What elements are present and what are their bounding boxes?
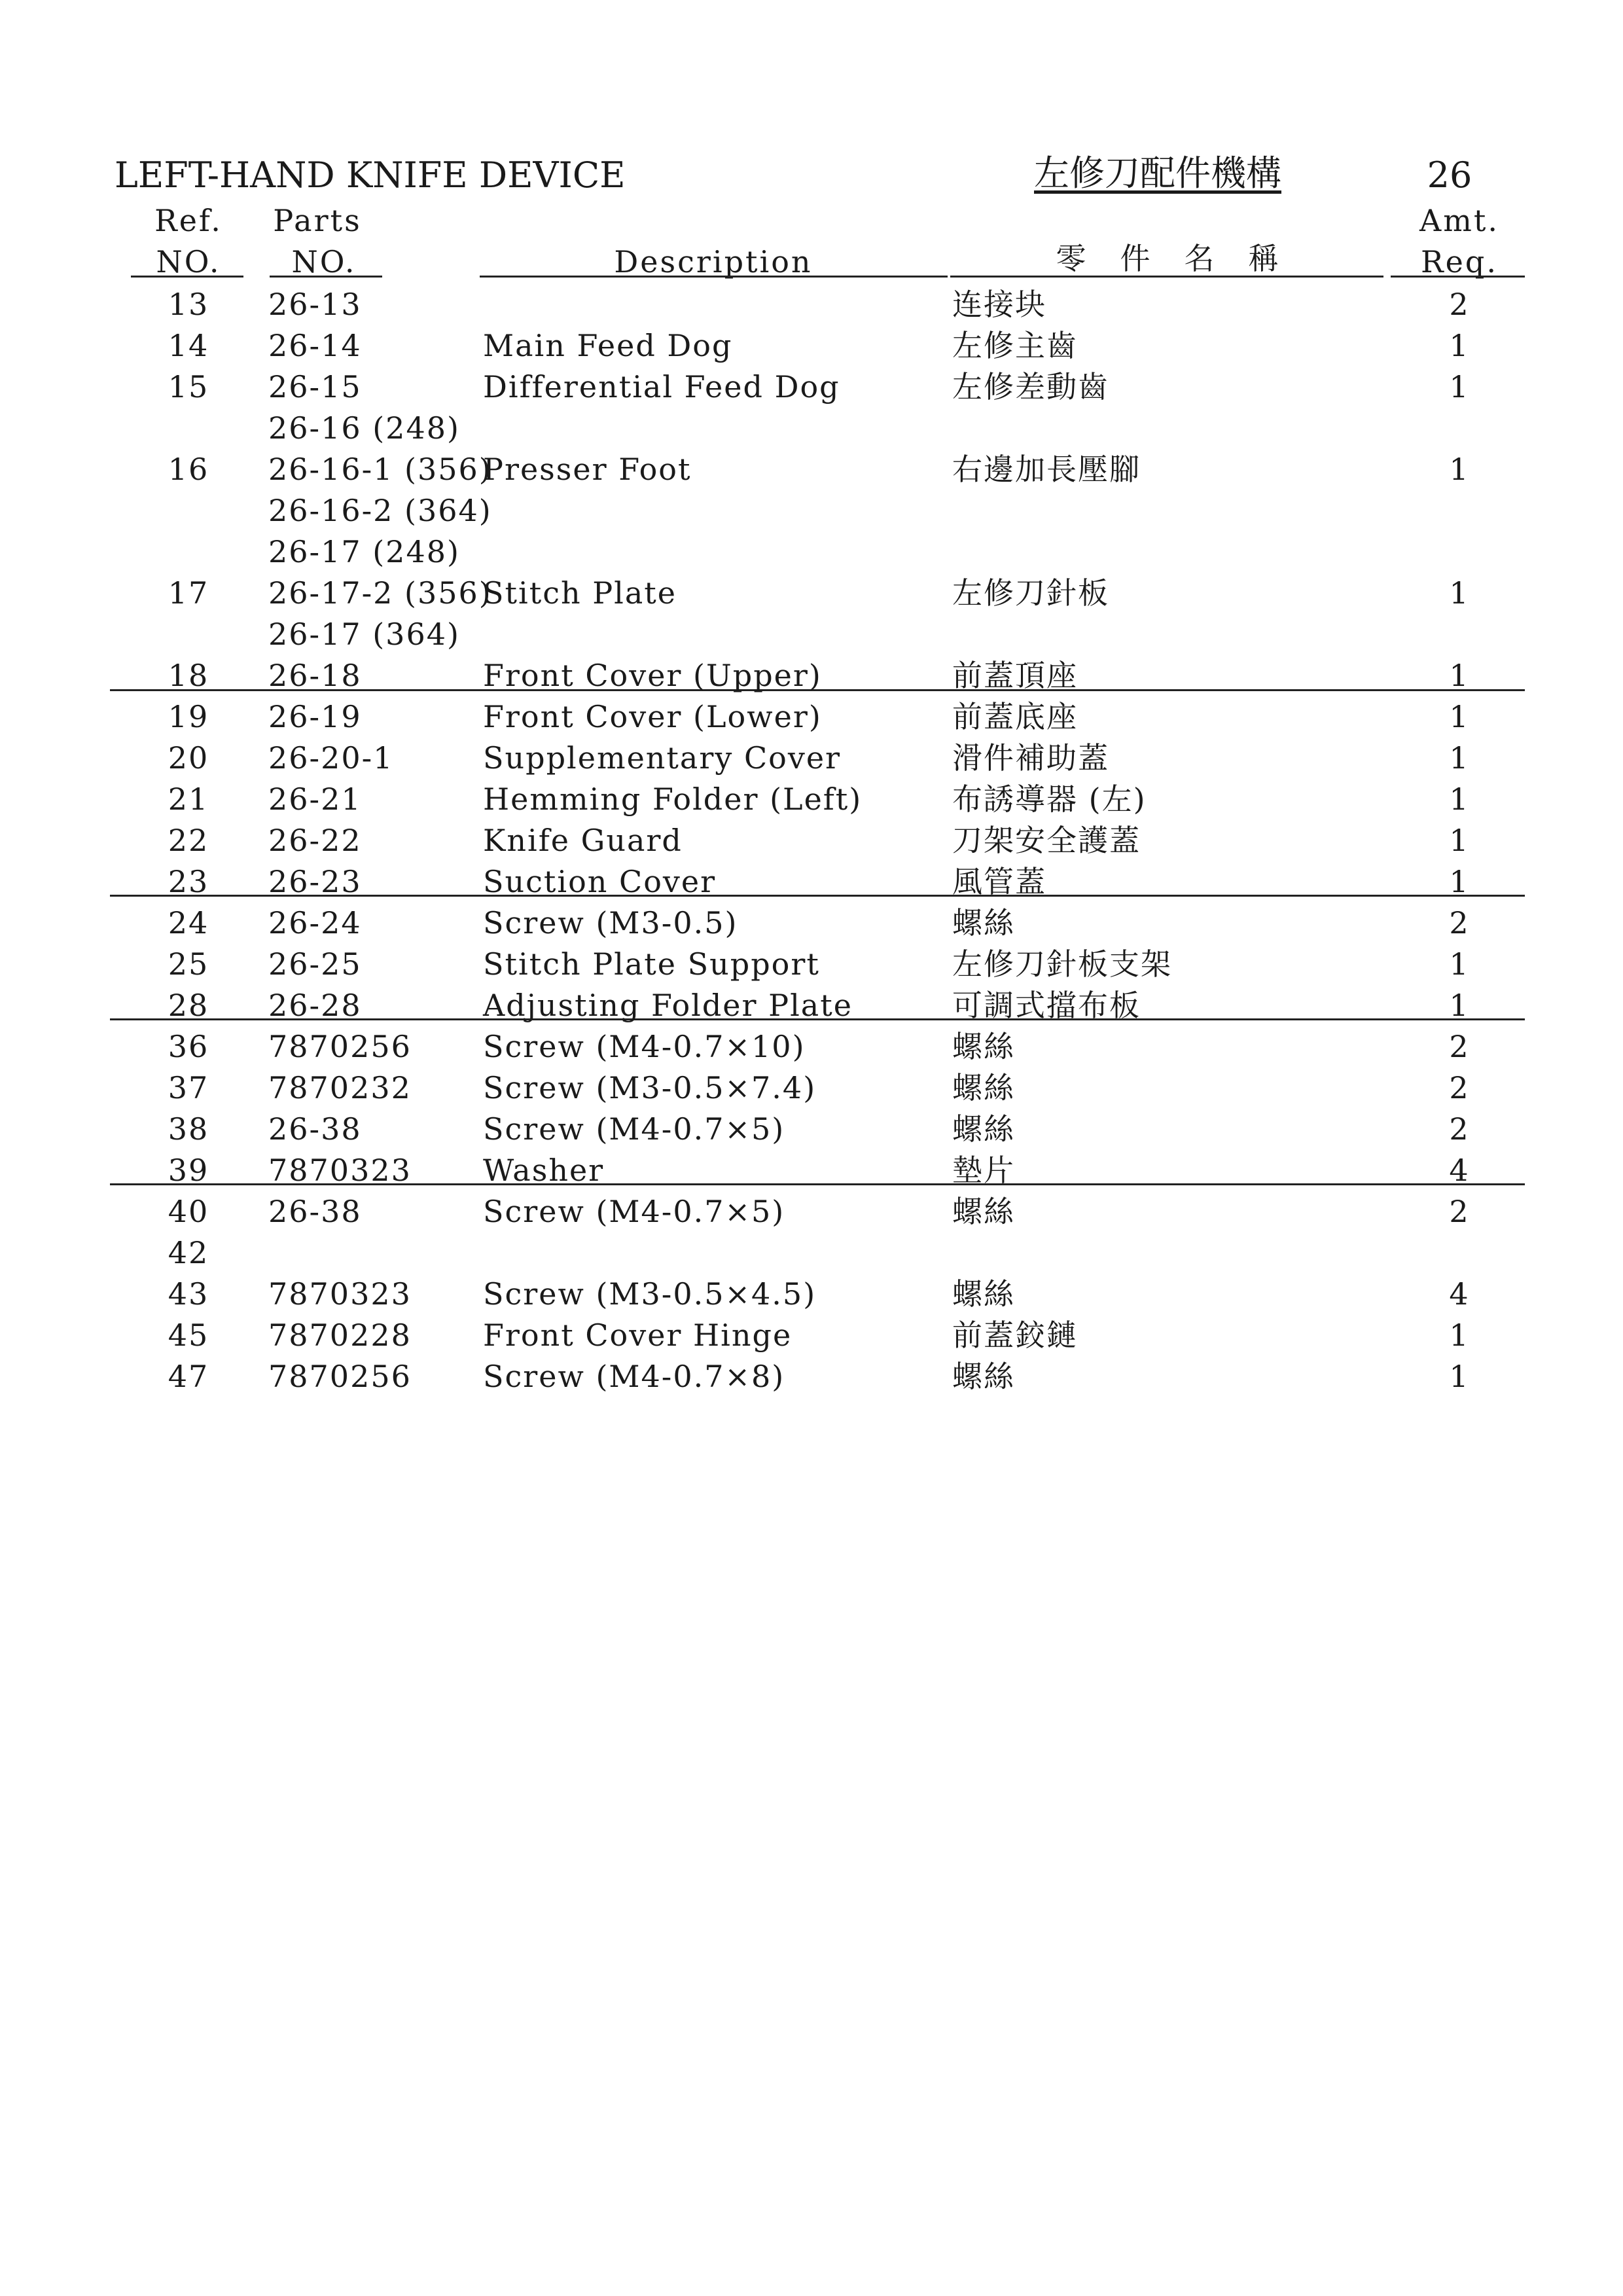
cell-ref-no: 28 bbox=[168, 988, 209, 1023]
cell-description: Presser Foot bbox=[483, 452, 692, 487]
cell-parts-no: 7870256 bbox=[268, 1359, 412, 1394]
cell-parts-no: 26-25 bbox=[268, 946, 362, 982]
cell-amount: 2 bbox=[1449, 1029, 1470, 1064]
cell-name-zh: 左修差動齒 bbox=[952, 369, 1109, 404]
cell-description: Stitch Plate bbox=[483, 575, 677, 611]
cell-ref-no: 21 bbox=[168, 781, 209, 817]
cell-ref-no: 17 bbox=[168, 575, 209, 611]
column-header-amt-bottom: Req. bbox=[1421, 244, 1498, 279]
cell-ref-no: 45 bbox=[168, 1318, 209, 1353]
cell-ref-no: 42 bbox=[168, 1235, 209, 1270]
cell-description: Hemming Folder (Left) bbox=[483, 781, 863, 817]
column-header-description: Description bbox=[614, 244, 813, 279]
header-underline-parts bbox=[270, 276, 382, 278]
cell-parts-no: 26-38 bbox=[268, 1111, 362, 1147]
cell-amount: 1 bbox=[1449, 1318, 1470, 1353]
cell-name-zh: 可調式擋布板 bbox=[952, 988, 1141, 1023]
cell-description: Suction Cover bbox=[483, 864, 717, 899]
cell-amount: 1 bbox=[1449, 1359, 1470, 1394]
cell-name-zh: 右邊加長壓腳 bbox=[952, 452, 1141, 487]
cell-description: Screw (M4-0.7×5) bbox=[483, 1111, 785, 1147]
cell-name-zh: 螺絲 bbox=[952, 1070, 1015, 1105]
cell-ref-no: 47 bbox=[168, 1359, 209, 1394]
cell-name-zh: 左修刀針板 bbox=[952, 575, 1109, 611]
cell-parts-no: 26-20-1 bbox=[268, 740, 394, 776]
cell-name-zh: 螺絲 bbox=[952, 1029, 1015, 1064]
cell-description: Screw (M3-0.5) bbox=[483, 905, 738, 941]
cell-parts-no: 26-16-2 (364) bbox=[268, 493, 492, 528]
cell-ref-no: 25 bbox=[168, 946, 209, 982]
cell-parts-no: 26-28 bbox=[268, 988, 362, 1023]
header-underline-ref bbox=[131, 276, 243, 278]
header-underline-description bbox=[480, 276, 948, 278]
cell-name-zh: 刀架安全護蓋 bbox=[952, 823, 1141, 858]
cell-amount: 1 bbox=[1449, 452, 1470, 487]
cell-description: Washer bbox=[483, 1153, 605, 1188]
cell-name-zh: 螺絲 bbox=[952, 1276, 1015, 1312]
cell-name-zh: 螺絲 bbox=[952, 1359, 1015, 1394]
cell-amount: 1 bbox=[1449, 781, 1470, 817]
cell-description: Front Cover (Upper) bbox=[483, 658, 822, 693]
cell-name-zh: 螺絲 bbox=[952, 905, 1015, 941]
cell-ref-no: 24 bbox=[168, 905, 209, 941]
cell-amount: 1 bbox=[1449, 864, 1470, 899]
cell-amount: 2 bbox=[1449, 1194, 1470, 1229]
cell-name-zh: 前蓋頂座 bbox=[952, 658, 1078, 693]
cell-ref-no: 36 bbox=[168, 1029, 209, 1064]
cell-amount: 1 bbox=[1449, 369, 1470, 404]
cell-description: Front Cover (Lower) bbox=[483, 699, 822, 734]
cell-amount: 4 bbox=[1449, 1153, 1470, 1188]
cell-ref-no: 15 bbox=[168, 369, 209, 404]
cell-amount: 1 bbox=[1449, 740, 1470, 776]
cell-ref-no: 13 bbox=[168, 287, 209, 322]
cell-ref-no: 14 bbox=[168, 328, 209, 363]
cell-ref-no: 37 bbox=[168, 1070, 209, 1105]
cell-parts-no: 26-16 (248) bbox=[268, 410, 460, 446]
cell-ref-no: 18 bbox=[168, 658, 209, 693]
cell-description: Adjusting Folder Plate bbox=[483, 988, 853, 1023]
cell-parts-no: 26-17 (364) bbox=[268, 617, 460, 652]
cell-name-zh: 连接块 bbox=[952, 287, 1046, 322]
cell-ref-no: 43 bbox=[168, 1276, 209, 1312]
cell-amount: 1 bbox=[1449, 823, 1470, 858]
cell-parts-no: 26-13 bbox=[268, 287, 362, 322]
page-title-chinese: 左修刀配件機構 bbox=[1034, 152, 1281, 194]
cell-amount: 1 bbox=[1449, 328, 1470, 363]
column-header-parts-top: Parts bbox=[273, 203, 362, 238]
column-header-name-zh: 零 件 名 稱 bbox=[1056, 241, 1281, 276]
cell-description: Knife Guard bbox=[483, 823, 683, 858]
cell-description: Screw (M3-0.5×7.4) bbox=[483, 1070, 817, 1105]
cell-ref-no: 40 bbox=[168, 1194, 209, 1229]
cell-ref-no: 19 bbox=[168, 699, 209, 734]
cell-name-zh: 風管蓋 bbox=[952, 864, 1046, 899]
cell-parts-no: 26-17-2 (356) bbox=[268, 575, 492, 611]
cell-name-zh: 左修刀針板支架 bbox=[952, 946, 1172, 982]
cell-description: Differential Feed Dog bbox=[483, 369, 840, 404]
column-header-amt-top: Amt. bbox=[1419, 203, 1499, 238]
cell-amount: 2 bbox=[1449, 905, 1470, 941]
cell-ref-no: 38 bbox=[168, 1111, 209, 1147]
cell-description: Stitch Plate Support bbox=[483, 946, 820, 982]
cell-name-zh: 滑件補助蓋 bbox=[952, 740, 1109, 776]
cell-parts-no: 26-19 bbox=[268, 699, 362, 734]
cell-amount: 2 bbox=[1449, 1111, 1470, 1147]
cell-amount: 2 bbox=[1449, 287, 1470, 322]
cell-parts-no: 7870256 bbox=[268, 1029, 412, 1064]
cell-parts-no: 26-14 bbox=[268, 328, 362, 363]
cell-parts-no: 26-23 bbox=[268, 864, 362, 899]
cell-name-zh: 螺絲 bbox=[952, 1111, 1015, 1147]
cell-name-zh: 布誘導器 (左) bbox=[952, 781, 1147, 817]
cell-parts-no: 26-16-1 (356) bbox=[268, 452, 492, 487]
cell-description: Screw (M4-0.7×8) bbox=[483, 1359, 785, 1394]
cell-description: Main Feed Dog bbox=[483, 328, 733, 363]
cell-parts-no: 26-18 bbox=[268, 658, 362, 693]
cell-amount: 1 bbox=[1449, 946, 1470, 982]
page-number: 26 bbox=[1427, 154, 1472, 196]
cell-name-zh: 前蓋底座 bbox=[952, 699, 1078, 734]
cell-ref-no: 22 bbox=[168, 823, 209, 858]
cell-description: Screw (M4-0.7×10) bbox=[483, 1029, 806, 1064]
cell-amount: 1 bbox=[1449, 658, 1470, 693]
cell-parts-no: 26-22 bbox=[268, 823, 362, 858]
cell-amount: 1 bbox=[1449, 575, 1470, 611]
cell-ref-no: 16 bbox=[168, 452, 209, 487]
cell-amount: 1 bbox=[1449, 699, 1470, 734]
cell-amount: 1 bbox=[1449, 988, 1470, 1023]
cell-parts-no: 26-24 bbox=[268, 905, 362, 941]
header-underline-name-zh bbox=[950, 276, 1383, 278]
cell-parts-no: 7870323 bbox=[268, 1153, 412, 1188]
cell-description: Front Cover Hinge bbox=[483, 1318, 793, 1353]
cell-parts-no: 7870232 bbox=[268, 1070, 412, 1105]
cell-parts-no: 26-15 bbox=[268, 369, 362, 404]
cell-parts-no: 26-21 bbox=[268, 781, 362, 817]
header-underline-amt bbox=[1391, 276, 1525, 278]
cell-amount: 2 bbox=[1449, 1070, 1470, 1105]
cell-description: Screw (M4-0.7×5) bbox=[483, 1194, 785, 1229]
cell-description: Screw (M3-0.5×4.5) bbox=[483, 1276, 817, 1312]
column-header-ref-bottom: NO. bbox=[156, 244, 221, 279]
cell-parts-no: 26-38 bbox=[268, 1194, 362, 1229]
column-header-parts-bottom: NO. bbox=[291, 244, 357, 279]
cell-parts-no: 7870228 bbox=[268, 1318, 412, 1353]
cell-name-zh: 前蓋鉸鏈 bbox=[952, 1318, 1078, 1353]
cell-name-zh: 墊片 bbox=[952, 1153, 1015, 1188]
cell-name-zh: 螺絲 bbox=[952, 1194, 1015, 1229]
cell-parts-no: 26-17 (248) bbox=[268, 534, 460, 569]
cell-name-zh: 左修主齒 bbox=[952, 328, 1078, 363]
page-title: LEFT-HAND KNIFE DEVICE bbox=[115, 154, 626, 196]
cell-ref-no: 23 bbox=[168, 864, 209, 899]
cell-ref-no: 39 bbox=[168, 1153, 209, 1188]
cell-amount: 4 bbox=[1449, 1276, 1470, 1312]
cell-description: Supplementary Cover bbox=[483, 740, 842, 776]
cell-ref-no: 20 bbox=[168, 740, 209, 776]
column-header-ref-top: Ref. bbox=[154, 203, 223, 238]
cell-parts-no: 7870323 bbox=[268, 1276, 412, 1312]
